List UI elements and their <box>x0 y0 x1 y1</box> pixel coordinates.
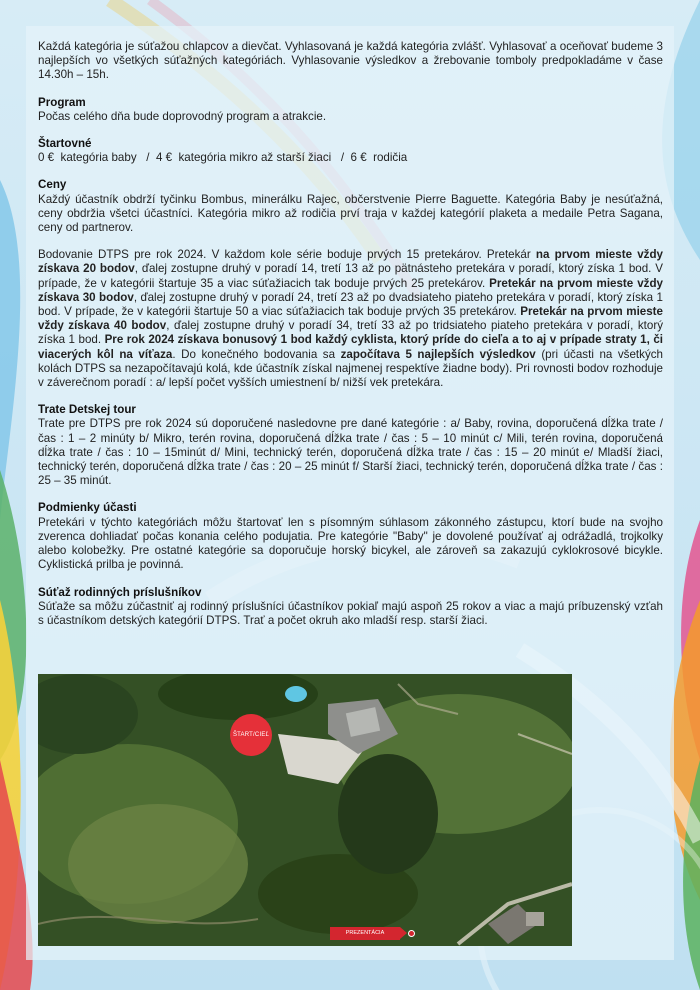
tracks-heading: Trate Detskej tour <box>38 403 136 417</box>
program-heading: Program <box>38 95 86 109</box>
family-text: Súťaže sa môžu zúčastniť aj rodinný príslušníci účastníkov pokiaľ majú aspoň 25 rokov a viac a majú príbuzenský vzťah s účastníkom detských kategórií DTPS. Trať a počet okruh ako mladší resp. starší žiaci. <box>38 599 663 627</box>
start-finish-marker: ŠTART/CIEĽ <box>230 714 272 756</box>
prizes-heading: Ceny <box>38 178 67 192</box>
scoring-bold-best-five: započítava 5 najlepších výsledkov <box>340 347 536 361</box>
scoring-bold-30-points: Pretekár na prvom mieste vždy získava 30 bodov <box>38 276 664 304</box>
conditions-heading: Podmienky účasti <box>38 501 137 515</box>
intro-paragraph: Každá kategória je súťažou chlapcov a dievčat. Vyhlasovaná je každá kategória zvlášť. Vyhlasovať a oceňovať budeme 3 najlepších vo všetkých súťažných kategóriách. Vyhlasovanie výsledkov a žrebovanie tomboly predpokladáme v čase 14.30h – 15h. <box>38 40 663 82</box>
scoring-text-4: , ďalej zostupne druhý v poradí 34, tretí 33 až po tridsiateho piateho pretekára v poradí, ktorý získa 1 bod. <box>38 319 663 347</box>
document-body <box>38 40 663 628</box>
scoring-text-1: Bodovanie DTPS pre rok 2024. V každom kole série boduje prvých 15 pretekárov. Pretekár <box>38 248 536 262</box>
scoring-paragraph <box>38 248 663 390</box>
registration-label: PREZENTÁCIA <box>330 927 400 940</box>
scoring-text-5: . Do konečného bodovania sa <box>172 347 341 361</box>
scoring-text-6: (pri účasti na všetkých kolách DTPS sa nezapočítavajú kolá, kde účastník získal najmenej respektíve žiadne body). Pri rovnosti bodov rozhoduje v záverečnom poradí : a/ lepší počet vyšších umiestnení b/ nižší vek pretekára. <box>38 347 663 390</box>
fees-text: 0 € kategória baby / 4 € kategória mikro až starší žiaci / 6 € rodičia <box>38 151 408 165</box>
fees-heading: Štartovné <box>38 137 92 151</box>
registration-point-icon <box>408 930 415 937</box>
family-heading: Súťaž rodinných príslušníkov <box>38 585 202 599</box>
scoring-bold-bonus: Pre rok 2024 získava bonusový 1 bod každý cyklista, ktorý príde do cieľa a to aj v prípade straty 1, či viacerých kôl na víťaza <box>38 333 663 361</box>
scoring-bold-40-points: Pretekár na prvom mieste vždy získava 40 bodov <box>38 305 663 333</box>
program-text: Počas celého dňa bude doprovodný program a atrakcie. <box>38 109 327 123</box>
aerial-photo <box>38 674 572 946</box>
scoring-bold-20-points: na prvom mieste vždy získava 20 bodov <box>38 248 663 276</box>
prizes-text: Každý účastník obdrží tyčinku Bombus, minerálku Rajec, občerstvenie Pierre Baguette. Kategória Baby je nesúťažná, ceny obdržia všetci účastníci. Kategória mikro až rodičia prví traja v každej kategórií plaketa a medaile Petra Sagana, ceny od partnerov. <box>38 192 663 235</box>
registration-arrow-icon <box>400 927 407 939</box>
scoring-text-3: , ďalej zostupne druhý v poradí 24, tretí 23 až po dvadsiateho piateho pretekára v poradí, ktorý získa 1 bod. V prípade, že v kategórii štartuje 50 a viac súťažiacich tak boduje prvých 35 pretekárov. <box>38 290 663 319</box>
aerial-map <box>38 674 572 946</box>
tracks-text: Trate pre DTPS pre rok 2024 sú doporučené nasledovne pre dané kategórie : a/ Baby, rovina, doporučená dĺžka trate / čas : 1 – 2 minúty b/ Mikro, terén rovina, doporučená dĺžka trate / čas : 5 – 10 minút c/ Mili, terén rovina, doporučená dĺžka trate / čas : 10 – 15minút d/ Mini, technický terén, doporučená dĺžka trate / čas : 15 – 20 minút e/ Mladší žiaci, technický terén, doporučená dĺžka trate / čas : 20 – 25 minút f/ Starší žiaci, technický terén, doporučená dĺžka trate / čas : 25 – 35 minút. <box>38 417 663 488</box>
scoring-text-2: , ďalej zostupne druhý v poradí 14, tretí 13 až po pätnásteho pretekára v poradí, ktorý získa 1 bod. V prípade, že v kategórii štartuje 35 a viac súťažiacich tak boduje prvých 25 pretekárov. <box>38 262 664 290</box>
conditions-text: Pretekári v týchto kategóriách môžu štartovať len s písomným súhlasom zákonného zástupcu, ktorí bude na svojho zverenca dohliadať počas konania celého podujatia. Pre kategórie "Baby" je dovolené používať aj odrážadlá, trojkolky alebo kolobežky. Pre ostatné kategórie sa doporučuje horský bicykel, ale zároveň sa zakazujú cyklokrosové bicykle. Cyklistická prilba je povinná. <box>38 515 663 572</box>
